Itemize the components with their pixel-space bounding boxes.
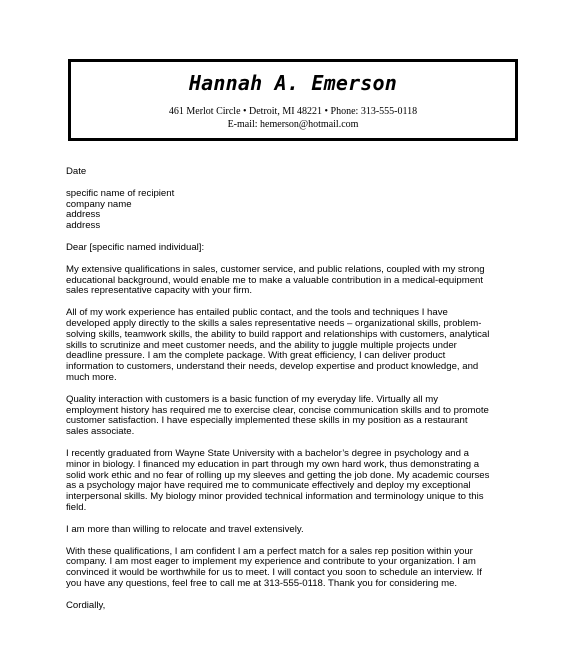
- paragraph-line: company. I am most eager to implement my experience and contribute to your organization. I am: [66, 556, 476, 568]
- paragraph-line: developed apply directly to the skills a sales representative needs – organizational skills, problem-: [66, 317, 482, 329]
- paragraph-line: employment history has required me to exercise clear, concise communication skills and to promote: [66, 404, 489, 416]
- paragraph-line: sales representative capacity with your firm.: [66, 285, 253, 297]
- sender-email-line: E-mail: hemerson@hotmail.com: [227, 119, 359, 130]
- paragraph-conclusion: [66, 547, 526, 590]
- salutation: Dear [specific named individual]:: [66, 241, 205, 253]
- paragraph-line: minor in biology. I financed my education in part through my own hard work, thus demonstrating a: [66, 458, 480, 470]
- paragraph-line: deadline pressure. I am the complete package. With great efficiency, I can deliver product: [66, 350, 446, 362]
- recipient-company: company name: [66, 198, 132, 210]
- paragraph-line: Quality interaction with customers is a basic function of my everyday life. Virtually all my: [66, 393, 438, 405]
- paragraph-line: interpersonal skills. My biology minor provided technical information and terminology unique to this: [66, 491, 484, 503]
- letterhead-box: [68, 59, 518, 141]
- paragraph-line: solving skills, teamwork skills, the ability to build rapport and relationships with customers, analytical: [66, 328, 490, 340]
- letter-body: [66, 167, 526, 612]
- paragraph-customer-interaction: [66, 395, 526, 438]
- date-line: Date: [66, 166, 87, 177]
- paragraph-line: convinced it would be worthwhile for us to meet. I will contact you soon to schedule an interview. If: [66, 567, 482, 579]
- paragraph-line: With these qualifications, I am confident I am a perfect match for a sales rep position within your: [66, 545, 473, 557]
- paragraph-line: information to customers, understand their needs, develop expertise and product knowledge, and: [66, 361, 479, 373]
- paragraph-relocate: [66, 525, 526, 536]
- paragraph-line: you have any questions, feel free to call me at 313-555-0118. Thank you for considering me.: [66, 577, 458, 589]
- paragraph-line: sales associate.: [66, 426, 135, 438]
- paragraph-intro: [66, 265, 526, 297]
- paragraph-line: I recently graduated from Wayne State University with a bachelor’s degree in psychology and a: [66, 447, 469, 459]
- paragraph-education: [66, 449, 526, 514]
- paragraph-line: field.: [66, 501, 87, 513]
- paragraph-line: much more.: [66, 371, 117, 383]
- paragraph-line: customer satisfaction. I have especially implemented these skills in my position as a restaurant: [66, 415, 468, 427]
- paragraph-line: All of my work experience has entailed public contact, and the tools and techniques I have: [66, 307, 448, 319]
- sender-address-line: 461 Merlot Circle • Detroit, MI 48221 • Phone: 313-555-0118: [168, 106, 418, 117]
- sender-name: Hannah A. Emerson: [188, 71, 398, 95]
- sender-contact: [71, 105, 515, 131]
- paragraph-line: as a psychology major have required me to communicate effectively and deploy my exceptional: [66, 480, 471, 492]
- paragraph-line: solid work ethic and no fear of rolling up my sleeves and getting the job done. My academic courses: [66, 469, 490, 481]
- recipient-block: [66, 189, 526, 232]
- paragraph-line: skills to scrutinize and meet customer needs, and the ability to juggle multiple projects under: [66, 339, 457, 351]
- paragraph-line: My extensive qualifications in sales, customer service, and public relations, coupled with my strong: [66, 263, 485, 275]
- recipient-name: specific name of recipient: [66, 187, 175, 199]
- recipient-address-2: address: [66, 220, 101, 232]
- closing: Cordially,: [66, 599, 106, 611]
- paragraph-line: I am more than willing to relocate and travel extensively.: [66, 523, 304, 535]
- paragraph-experience: [66, 308, 526, 384]
- paragraph-line: educational background, would enable me to make a valuable contribution in a medical-equipment: [66, 274, 484, 286]
- recipient-address-1: address: [66, 209, 101, 221]
